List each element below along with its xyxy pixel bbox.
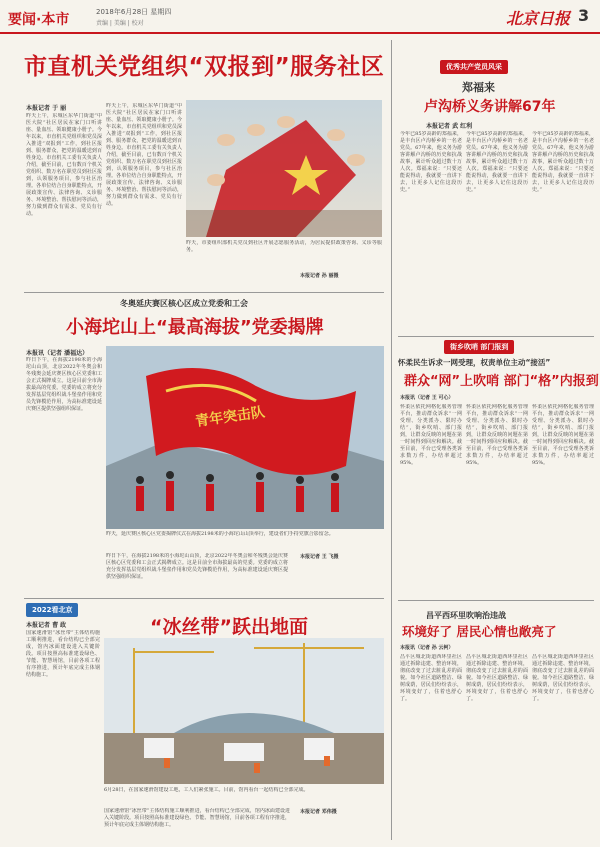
lead-photo-caption: 昨天，市委组织部机关党员到社区开展志愿服务活动，为居民提供政策咨询、义诊等服务。 (186, 240, 382, 253)
paper-logo: 北京日报 (506, 9, 571, 28)
highland-kicker: 冬奥延庆赛区核心区成立党委和工会 (120, 299, 248, 308)
page-number: 3 (578, 6, 590, 25)
lead-body-col2: 昨天上午，东城区东华门街道“中医大院”社区居民在家门口听讲座、量血压、领取健康小册子。今年以来，市直机关党组织和党员深入推进“双报到”工作，到社区报到、服务群众，把党的温暖送到百姓身边。市直机关工委有关负责人介绍，截至目前，已有数百个机关党组织、数万名在职党员到社区报到，认领服务项目，参与社区治理。各单位结合自身职能特点，开展政策宣传、法律咨询、义诊服务、环境整治、帮扶慰问等活动，努力做到群众有需求、党员有行动。 (106, 103, 182, 207)
divider (24, 292, 384, 293)
profile-name: 郑福来 (462, 81, 495, 94)
profile-body-col1: 今年已85岁高龄的郑福来，是丰台区卢沟桥乡的一名老党员。67年来，他义务为游客讲解卢沟桥的历史和抗战故事，累计听众超过数十万人次。郑福来说：“只要还能说得动，我就要一直讲下去，让更多人记住这段历史。” (400, 131, 462, 193)
street-body-col2: 怀柔区依托网格化服务管理平台，推动群众诉求“一网受理、分类派办、限时办结”，街乡吹哨、部门报到，让群众反映的问题在第一时间得到回应和解决。截至目前，平台已受理各类诉求数万件，办结率超过95%。 (466, 404, 528, 466)
highland-photo (106, 346, 384, 529)
profile-body-col2: 今年已85岁高龄的郑福来，是丰台区卢沟桥乡的一名老党员。67年来，他义务为游客讲解卢沟桥的历史和抗战故事，累计听众超过数十万人次。郑福来说：“只要还能说得动，我就要一直讲下去，让更多人记住这段历史。” (466, 131, 528, 193)
lead-headline: 市直机关党组织“双报到”服务社区 (24, 54, 385, 80)
street-byline: 本报讯（记者 王 可心） (400, 395, 454, 401)
highland-body-cont: 昨日下午，在海拔2198米的小海坨山山顶，北京2022年冬奥会和冬残奥会延庆赛区核心区党委和工会正式揭牌成立。这是目前全市海拔最高的党委。党委的成立将充分发挥基层党组织战斗堡垒作用和党员先锋模范作用，为高标准建设延庆赛区提供坚强组织保证。 (106, 553, 288, 580)
editors: 责编 | 美编 | 校对 (96, 20, 144, 27)
env-body-col3: 昌平区城北街道西环里社区通过拆除违建、整治环境，彻底改变了过去脏乱差的面貌。如今社区道路整洁、绿树成荫，居民们纷纷表示，环境变好了，住着也舒心了。 (532, 654, 594, 702)
silk-body-cont: 国家速滑馆“冰丝带”主体结构施工顺利推进，看台结构已全部完成，馆内冰面建设进入关键阶段。项目按照高标准建设绿色、节能、智慧场馆，目前各项工程有序推进，预计年底完成主体钢结构施工。 (104, 808, 290, 828)
profile-tag: 优秀共产党员风采 (440, 60, 508, 74)
divider (24, 598, 384, 599)
street-tag: 街乡吹哨 部门报到 (444, 340, 514, 354)
profile-byline: 本报记者 武 红利 (426, 123, 473, 130)
section-label: 要闻·本市 (8, 12, 70, 28)
silk-headline: “冰丝带”跃出地面 (150, 616, 308, 638)
highland-headline: 小海坨山上“最高海拔”党委揭牌 (66, 317, 324, 338)
divider (398, 336, 594, 337)
divider (398, 600, 594, 601)
column-rule (391, 40, 392, 840)
lead-body-col1: 昨天上午，东城区东华门街道“中医大院”社区居民在家门口听讲座、量血压、领取健康小册子。今年以来，市直机关党组织和党员深入推进“双报到”工作，到社区报到、服务群众，把党的温暖送到百姓身边。市直机关工委有关负责人介绍，截至目前，已有数百个机关党组织、数万名在职党员到社区报到，认领服务项目，参与社区治理。各单位结合自身职能特点，开展政策宣传、法律咨询、义诊服务、环境整治、帮扶慰问等活动，努力做到群众有需求、党员有行动。 (26, 113, 102, 217)
highland-photo-credit: 本报记者 王 飞摄 (300, 554, 339, 560)
street-body-col3: 怀柔区依托网格化服务管理平台，推动群众诉求“一网受理、分类派办、限时办结”，街乡吹哨、部门报到，让群众反映的问题在第一时间得到回应和解决。截至目前，平台已受理各类诉求数万件，办结率超过95%。 (532, 404, 594, 466)
silk-kicker-tag: 2022看北京 (26, 603, 78, 617)
street-kicker: 怀柔民生诉求一网受理，权责单位主动“接活” (398, 358, 551, 367)
highland-photo-caption: 昨天，延庆赛区核心区党委揭牌仪式在海拔2198米的小海坨山山顶举行，建设者们手持党旗合影留念。 (106, 531, 334, 537)
lead-byline: 本报记者 于 丽 (26, 105, 67, 112)
profile-body-col3: 今年已85岁高龄的郑福来，是丰台区卢沟桥乡的一名老党员。67年来，他义务为游客讲解卢沟桥的历史和抗战故事，累计听众超过数十万人次。郑福来说：“只要还能说得动，我就要一直讲下去，让更多人记住这段历史。” (532, 131, 594, 193)
lead-photo (186, 100, 382, 237)
highland-body: 昨日下午，在海拔2198米的小海坨山山顶，北京2022年冬奥会和冬残奥会延庆赛区核心区党委和工会正式揭牌成立。这是目前全市海拔最高的党委。党委的成立将充分发挥基层党组织战斗堡垒作用和党员先锋模范作用，为高标准建设延庆赛区提供坚强组织保证。 (26, 357, 102, 412)
env-body-col2: 昌平区城北街道西环里社区通过拆除违建、整治环境，彻底改变了过去脏乱差的面貌。如今社区道路整洁、绿树成荫，居民们纷纷表示，环境变好了，住着也舒心了。 (466, 654, 528, 702)
env-kicker: 昌平西环里吹响治违战 (426, 611, 506, 620)
silk-byline: 本报记者 曹 政 (26, 622, 67, 629)
issue-date: 2018年6月28日 星期四 (96, 8, 172, 16)
silk-body: 国家速滑馆“冰丝带”主体结构施工顺利推进，看台结构已全部完成，馆内冰面建设进入关键阶段。项目按照高标准建设绿色、节能、智慧场馆，目前各项工程有序推进，预计年底完成主体钢结构施工。 (26, 630, 100, 678)
silk-photo-caption: 6月28日，在国家速滑馆建设工地，工人们紧张施工。目前，馆内看台一起结构已全部完成。 (104, 787, 309, 793)
silk-photo-credit: 本报记者 邓伟摄 (300, 809, 337, 815)
street-body-col1: 怀柔区依托网格化服务管理平台，推动群众诉求“一网受理、分类派办、限时办结”，街乡吹哨、部门报到，让群众反映的问题在第一时间得到回应和解决。截至目前，平台已受理各类诉求数万件，办结率超过95%。 (400, 404, 462, 466)
lead-photo-credit: 本报记者 孙 丽摄 (300, 273, 339, 279)
silk-photo (104, 638, 384, 784)
highland-byline: 本报讯（记者 潘福达） (26, 350, 89, 357)
env-body-col1: 昌平区城北街道西环里社区通过拆除违建、整治环境，彻底改变了过去脏乱差的面貌。如今社区道路整洁、绿树成荫，居民们纷纷表示，环境变好了，住着也舒心了。 (400, 654, 462, 702)
svg-text:青年突击队: 青年突击队 (194, 404, 266, 430)
env-byline: 本报讯（记者 孙 云柯） (400, 645, 454, 651)
profile-headline: 卢沟桥义务讲解67年 (424, 99, 556, 115)
env-headline: 环境好了 居民心情也敞亮了 (402, 624, 557, 639)
page-header (0, 0, 600, 34)
street-headline: 群众“网”上吹哨 部门“格”内报到 (404, 374, 599, 389)
